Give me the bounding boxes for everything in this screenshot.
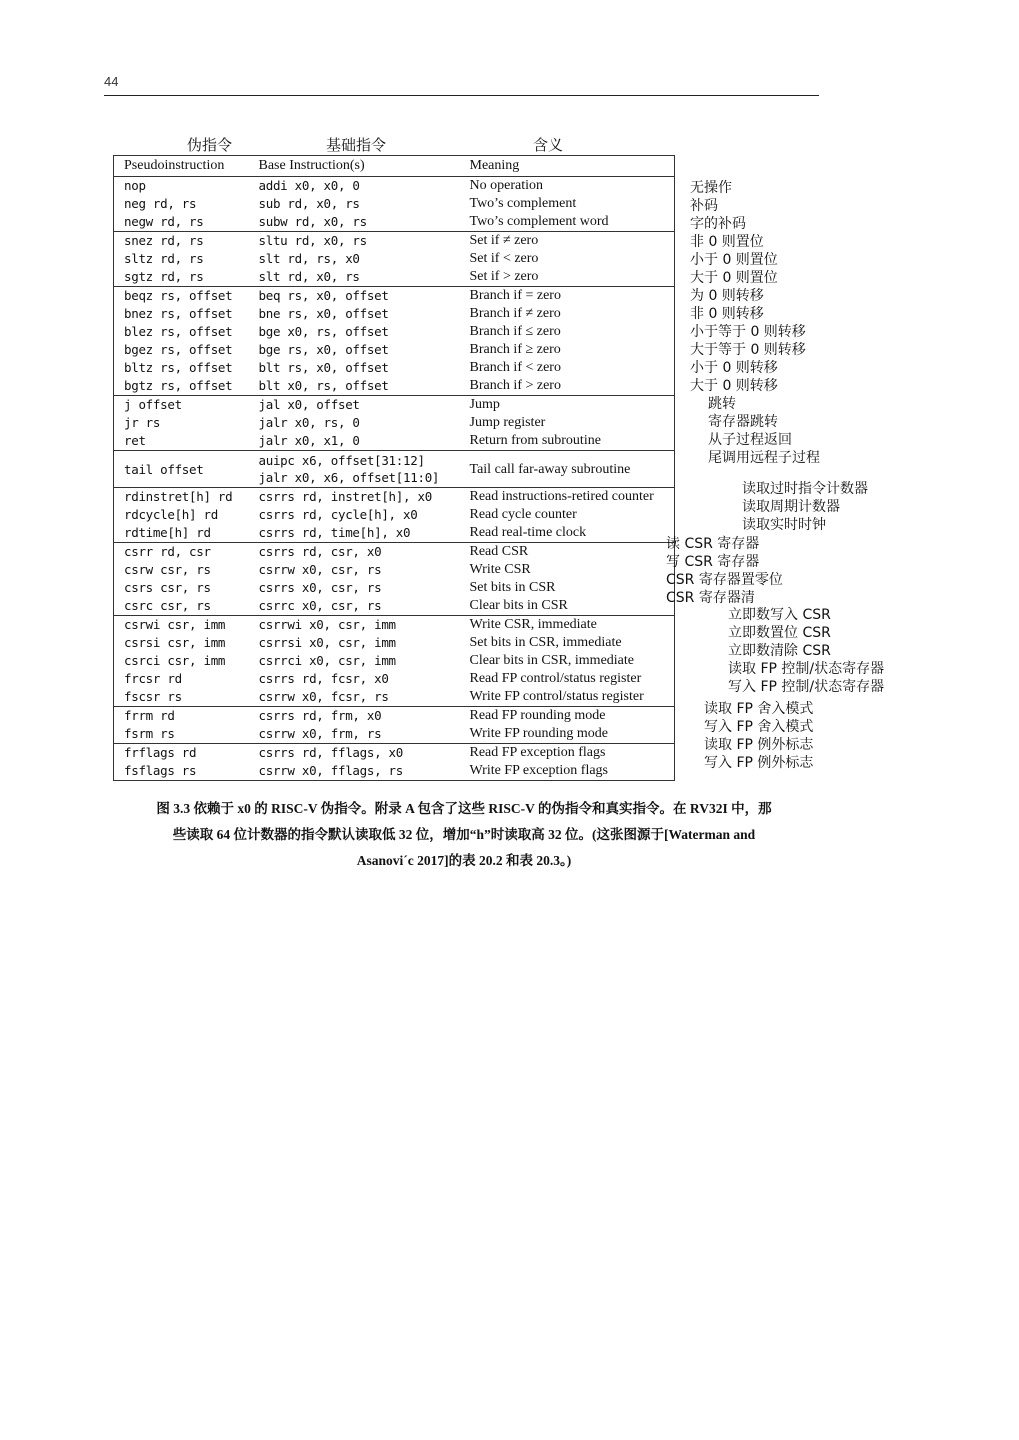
base-cell: jalr x0, rs, 0 [258, 415, 360, 430]
pseudo-cell: rdcycle[h] rd [124, 507, 218, 522]
meaning-cell: Two’s complement word [469, 214, 609, 229]
table-row [114, 652, 675, 670]
meaning-cell: Branch if ≥ zero [469, 342, 561, 357]
base-cell: blt x0, rs, offset [258, 378, 389, 393]
table-row [114, 305, 675, 323]
base-cell: subw rd, x0, rs [258, 214, 367, 229]
zh-note: 大于 0 则置位 [690, 270, 778, 286]
pseudo-cell: fsflags rs [124, 763, 197, 778]
zh-note: 小于 0 则转移 [690, 360, 778, 376]
base-cell: slt rd, rs, x0 [258, 251, 360, 266]
zh-note: 写 CSR 寄存器 [666, 554, 760, 570]
base-cell: bne rs, x0, offset [258, 306, 389, 321]
table-row [114, 232, 675, 251]
zh-header-pseudo: 伪指令 [187, 136, 233, 154]
table-row [114, 396, 675, 415]
pseudo-cell: negw rd, rs [124, 214, 204, 229]
base-cell: slt rd, x0, rs [258, 269, 360, 284]
zh-note: 立即数置位 CSR [728, 625, 831, 641]
pseudo-cell: nop [124, 178, 146, 193]
base-cell: sub rd, x0, rs [258, 196, 360, 211]
pseudo-cell: blez rs, offset [124, 324, 233, 339]
meaning-cell: Read instructions-retired counter [460, 488, 675, 507]
caption-line: 图 3.3 依赖于 x0 的 RISC-V 伪指令。附录 A 包含了这些 RISC-V 的伪指令和真实指令。在 RV32I 中，那 [156, 801, 772, 816]
pseudo-cell: fsrm rs [124, 726, 175, 741]
meaning-cell: Read CSR [460, 543, 675, 562]
pseudo-cell: csrsi csr, imm [124, 635, 226, 650]
zh-note: 立即数写入 CSR [728, 607, 831, 623]
meaning-cell: Two’s complement [469, 196, 577, 211]
zh-note: CSR 寄存器置零位 [666, 572, 783, 588]
zh-note: 读取 FP 舍入模式 [704, 701, 814, 717]
zh-note: 读取过时指令计数器 [742, 481, 868, 497]
column-header-meaning: Meaning [460, 156, 675, 177]
table-row [114, 561, 675, 579]
table-row [114, 432, 675, 451]
zh-note: 读取周期计数器 [742, 499, 840, 515]
meaning-cell: Clear bits in CSR [469, 598, 568, 613]
pseudo-cell: neg rd, rs [124, 196, 197, 211]
meaning-cell: Write FP control/status register [469, 689, 644, 704]
table-row [114, 177, 675, 196]
base-cell: csrrw x0, fflags, rs [258, 763, 404, 778]
pseudo-cell: bgtz rs, offset [124, 378, 233, 393]
pseudo-cell: rdinstret[h] rd [114, 488, 249, 507]
zh-note: 跳转 [708, 396, 736, 412]
zh-note: 读取 FP 控制/状态寄存器 [728, 661, 885, 677]
base-cell: csrrs rd, frm, x0 [249, 707, 460, 726]
base-cell: csrrwi x0, csr, imm [249, 616, 460, 635]
zh-note: CSR 寄存器清 [666, 590, 755, 606]
table-row [114, 670, 675, 688]
pseudo-cell: sltz rd, rs [124, 251, 204, 266]
base-cell: beq rs, x0, offset [249, 287, 460, 306]
meaning-cell: Read cycle counter [469, 507, 577, 522]
meaning-cell: Read FP control/status register [469, 671, 642, 686]
meaning-cell: Read FP rounding mode [460, 707, 675, 726]
pseudo-cell: jr rs [124, 415, 161, 430]
meaning-cell: Jump register [469, 415, 546, 430]
pseudo-cell: frflags rd [114, 744, 249, 763]
caption-line: Asanovi´c 2017]的表 20.2 和表 20.3。) [356, 853, 572, 868]
base-cell: jal x0, offset [249, 396, 460, 415]
zh-header-meaning: 含义 [533, 136, 564, 154]
pseudo-cell: frrm rd [114, 707, 249, 726]
zh-note: 读取 FP 例外标志 [704, 737, 814, 753]
zh-note: 补码 [690, 198, 718, 214]
meaning-cell: Branch if ≠ zero [469, 306, 561, 321]
zh-note: 大于 0 则转移 [690, 378, 778, 394]
meaning-cell: Set if ≠ zero [460, 232, 675, 251]
zh-note: 写入 FP 舍入模式 [704, 719, 814, 735]
zh-note: 寄存器跳转 [708, 414, 778, 430]
meaning-cell: Branch if ≤ zero [469, 324, 561, 339]
pseudo-cell: csrr rd, csr [114, 543, 249, 562]
pseudo-cell: csrci csr, imm [124, 653, 226, 668]
base-cell: bge x0, rs, offset [258, 324, 389, 339]
meaning-cell: Write FP exception flags [469, 763, 608, 778]
table-row [114, 287, 675, 306]
table-row [114, 634, 675, 652]
table-row [114, 506, 675, 524]
pseudoinstruction-table [113, 155, 675, 781]
zh-note: 非 0 则置位 [690, 234, 764, 250]
table-header-row [114, 156, 675, 177]
zh-note: 读 CSR 寄存器 [666, 536, 760, 552]
caption-line: 些读取 64 位计数器的指令默认读取低 32 位，增加“h”时读取高 32 位。(这张图源于[Waterman and [172, 827, 756, 842]
header-rule [104, 95, 819, 96]
pseudo-cell: j offset [114, 396, 249, 415]
table-row [114, 250, 675, 268]
pseudo-cell: rdtime[h] rd [124, 525, 211, 540]
page-number: 44 [104, 74, 119, 89]
pseudo-cell: snez rd, rs [114, 232, 249, 251]
table-row [114, 524, 675, 543]
base-cell: csrrs rd, instret[h], x0 [249, 488, 460, 507]
base-cell: blt rs, x0, offset [258, 360, 389, 375]
zh-note: 从子过程返回 [708, 432, 792, 448]
table-row [114, 268, 675, 287]
table-row [114, 579, 675, 597]
meaning-cell: Branch if = zero [460, 287, 675, 306]
base-cell: csrrs rd, cycle[h], x0 [258, 507, 418, 522]
pseudo-cell: bgez rs, offset [124, 342, 233, 357]
table-row [114, 725, 675, 744]
meaning-cell: Clear bits in CSR, immediate [469, 653, 634, 668]
base-cell: csrrs x0, csr, rs [258, 580, 382, 595]
table-row [114, 597, 675, 616]
meaning-cell: Write CSR, immediate [460, 616, 675, 635]
meaning-cell: Set bits in CSR [469, 580, 556, 595]
meaning-cell: Set if < zero [469, 251, 539, 266]
table-row [114, 414, 675, 432]
table-row [114, 744, 675, 763]
base-cell: sltu rd, x0, rs [249, 232, 460, 251]
base-cell: csrrw x0, frm, rs [258, 726, 382, 741]
column-header-pseudo: Pseudoinstruction [114, 156, 249, 177]
table-row [114, 543, 675, 562]
base-cell: jalr x0, x1, 0 [258, 433, 360, 448]
table-row [114, 488, 675, 507]
base-cell: csrrc x0, csr, rs [258, 598, 382, 613]
meaning-cell: Write CSR [469, 562, 531, 577]
table-row [114, 323, 675, 341]
base-cell: bge rs, x0, offset [258, 342, 389, 357]
meaning-cell: Branch if > zero [469, 378, 561, 393]
meaning-cell: Return from subroutine [469, 433, 601, 448]
zh-note: 读取实时时钟 [742, 517, 826, 533]
base-cell: csrrci x0, csr, imm [258, 653, 396, 668]
table-row [114, 707, 675, 726]
zh-note: 小于 0 则置位 [690, 252, 778, 268]
table-row [114, 195, 675, 213]
pseudo-cell: csrc csr, rs [124, 598, 211, 613]
base-cell: csrrs rd, fcsr, x0 [258, 671, 389, 686]
base-cell: addi x0, x0, 0 [258, 178, 360, 193]
base-cell: csrrw x0, csr, rs [258, 562, 382, 577]
meaning-cell: Read FP exception flags [460, 744, 675, 763]
pseudo-cell: frcsr rd [124, 671, 182, 686]
table-row [114, 616, 675, 635]
pseudo-cell: sgtz rd, rs [124, 269, 204, 284]
base-cell: csrrs rd, fflags, x0 [249, 744, 460, 763]
meaning-cell: Write FP rounding mode [469, 726, 609, 741]
zh-note: 立即数清除 CSR [728, 643, 831, 659]
base-cell: csrrs rd, csr, x0 [249, 543, 460, 562]
pseudo-cell: bnez rs, offset [124, 306, 233, 321]
meaning-cell: Set if > zero [469, 269, 539, 284]
pseudo-cell: beqz rs, offset [114, 287, 249, 306]
zh-header-base: 基础指令 [326, 136, 387, 154]
table-row [114, 341, 675, 359]
table-row [114, 359, 675, 377]
base-line: auipc x6, offset[31:12] [258, 453, 425, 468]
zh-note: 写入 FP 例外标志 [704, 755, 814, 771]
zh-note: 无操作 [690, 180, 732, 196]
table-row [114, 762, 675, 781]
base-line: jalr x0, x6, offset[11:0] [258, 470, 440, 485]
base-cell [249, 451, 460, 488]
zh-note: 小于等于 0 则转移 [690, 324, 806, 340]
meaning-cell: Tail call far-away subroutine [460, 451, 675, 488]
zh-note: 非 0 则转移 [690, 306, 764, 322]
zh-note: 尾调用远程子过程 [708, 450, 820, 466]
pseudo-cell: csrwi csr, imm [114, 616, 249, 635]
meaning-cell: No operation [469, 178, 543, 193]
pseudo-cell: bltz rs, offset [124, 360, 233, 375]
meaning-cell: Set bits in CSR, immediate [469, 635, 622, 650]
pseudo-cell: ret [124, 433, 146, 448]
meaning-cell: Jump [460, 396, 675, 415]
zh-note: 字的补码 [690, 216, 746, 232]
pseudo-cell: csrs csr, rs [124, 580, 211, 595]
table-row [114, 213, 675, 232]
column-header-base: Base Instruction(s) [249, 156, 460, 177]
table-row [114, 451, 675, 488]
base-cell: csrrs rd, time[h], x0 [258, 525, 411, 540]
table-row [114, 377, 675, 396]
pseudo-cell: fscsr rs [124, 689, 182, 704]
meaning-cell: Read real-time clock [469, 525, 587, 540]
pseudo-cell: tail offset [114, 451, 249, 488]
figure-caption [104, 796, 824, 874]
table-row [114, 688, 675, 707]
meaning-cell: Branch if < zero [469, 360, 561, 375]
zh-note: 为 0 则转移 [690, 288, 764, 304]
base-cell: csrrsi x0, csr, imm [258, 635, 396, 650]
base-cell: csrrw x0, fcsr, rs [258, 689, 389, 704]
zh-note: 写入 FP 控制/状态寄存器 [728, 679, 885, 695]
zh-note: 大于等于 0 则转移 [690, 342, 806, 358]
pseudo-cell: csrw csr, rs [124, 562, 211, 577]
